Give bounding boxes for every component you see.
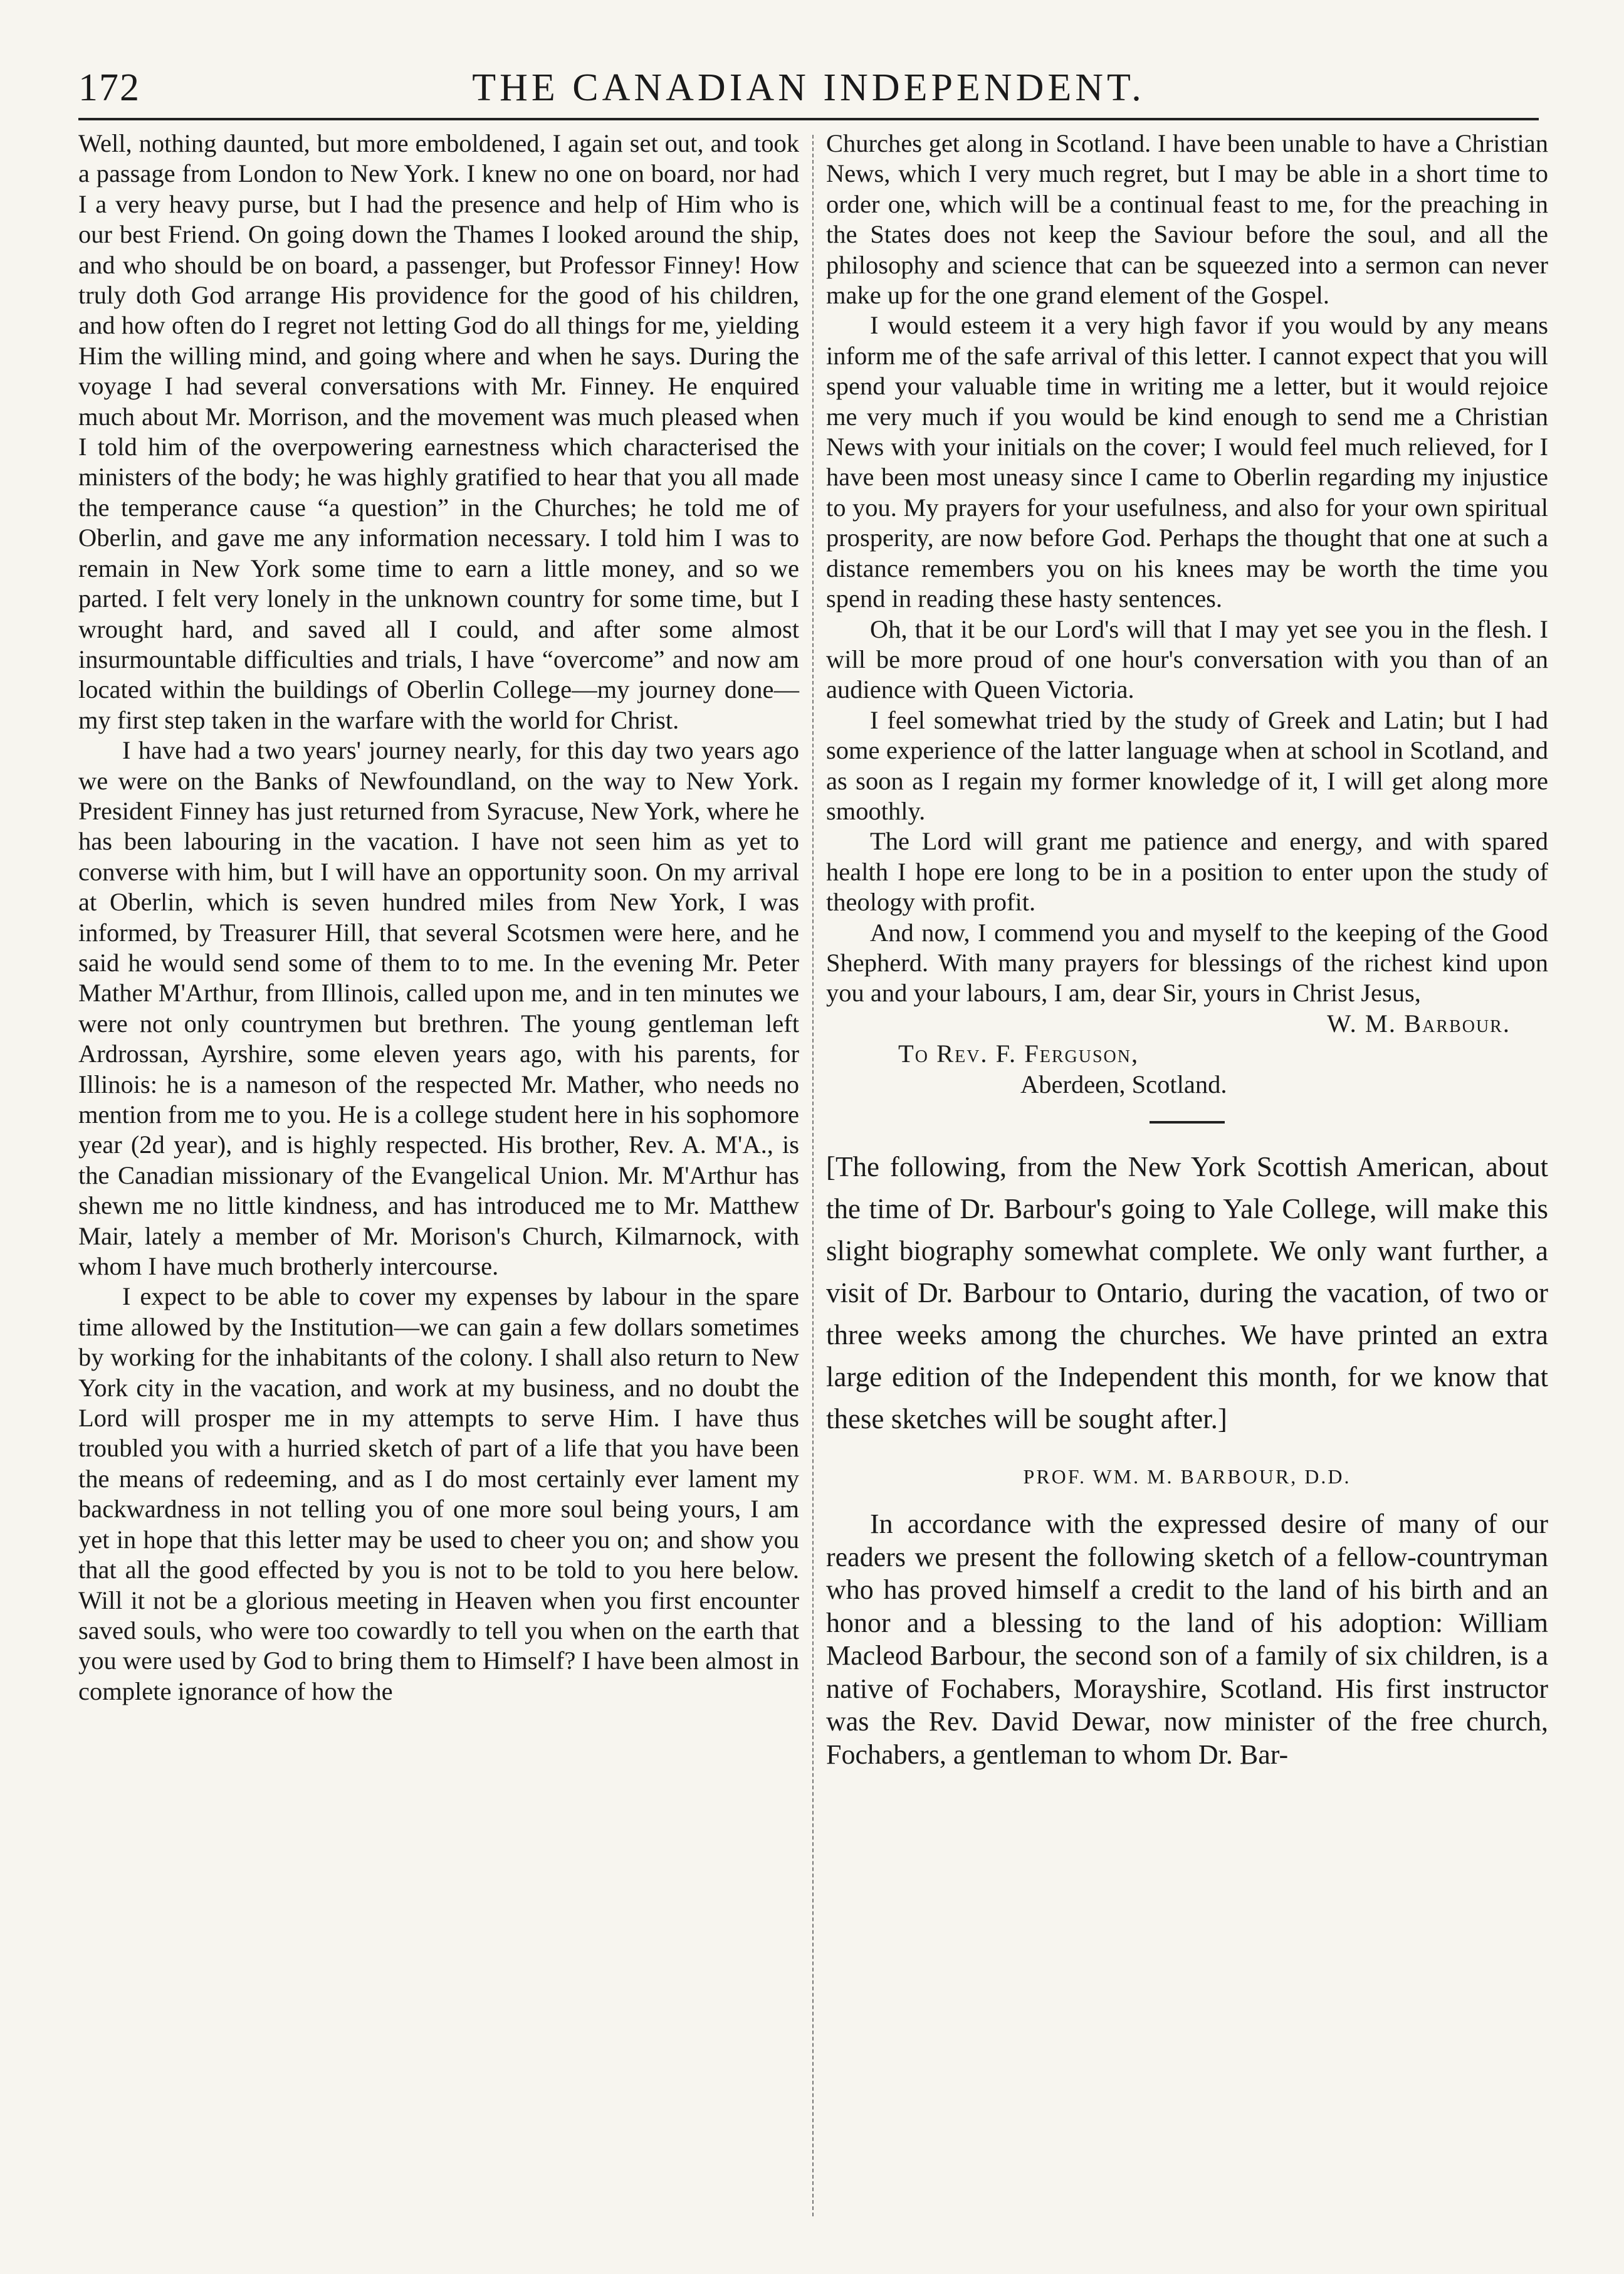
page-number: 172 [78,66,140,109]
left-paragraph-2: I have had a two years' journey nearly, for this day two years ago we were on the Banks of Newfoundland, on the way to New York. President Finney has just returned from Syracuse, New York, where he has been labouring in the vacation. I have not seen him as yet to converse with him, but I will have an opportunity soon. On my arrival at Oberlin, which is seven hundred miles from New York, I was informed, by Treasurer Hill, that several Scotsmen were here, and he said he would send some of them to to me. In the evening Mr. Peter Mather M'Arthur, from Illinois, called upon me, and in ten minutes we were not only countrymen but brethren. The young gentleman left Ardrossan, Ayrshire, some eleven years ago, with his parents, for Illinois: he is a nameson of the respected Mr. Mather, who needs no mention from me to you. He is a college student here in his sophomore year (2d year), and is highly respected. His brother, Rev. A. M'A., is the Canadian missionary of the Evangelical Union. Mr. M'Arthur has shewn me no little kindness, and has introduced me to Mr. Matthew Mair, lately a member of Mr. Morison's Church, Kilmarnock, with whom I have much brotherly intercourse. [78,736,799,1281]
left-paragraph-1: Well, nothing daunted, but more emboldened, I again set out, and took a passage from London to New York. I knew no one on board, nor had I a very heavy purse, but I had the presence and help of Him who is our best Friend. On going down the Thames I looked around the ship, and who should be on board, a passenger, but Professor Finney! How truly doth God arrange His providence for the good of his children, and how often do I regret not letting God do all things for me, yielding Him the willing mind, and going where and when he says. During the voyage I had several conversations with Mr. Finney. He enquired much about Mr. Morrison, and the movement was much pleased when I told him of the overpowering earnestness which characterised the ministers of the body; he was highly gratified to hear that you all made the temperance cause “a question” in the Churches; he told me of Oberlin, and gave me any information necessary. I told him I was to remain in New York some time to earn a little money, and so we parted. I felt very lonely in the unknown country for some time, but I wrought hard, and saved all I could, and after some almost insurmountable difficulties and trials, I have “overcome” and now am located within the buildings of Oberlin College—my journey done—my first step taken in the warfare with the world for Christ. [78,129,799,734]
letter-signature: W. M. Barbour. [1327,1009,1511,1038]
running-title: THE CANADIAN INDEPENDENT. [472,66,1145,109]
letter-addressee: To Rev. F. Ferguson, [898,1040,1139,1068]
header-rule [78,118,1539,120]
article-title: PROF. WM. M. BARBOUR, D.D. [1023,1465,1351,1488]
article-paragraph-1: In accordance with the expressed desire of many of our readers we present the following sketch of a fellow-countryman who has proved himself a credit to the land of his birth and an honor and a blessing to the land of his adoption: William Macleod Barbour, the second son of a family of six children, is a native of Fochabers, Morayshire, Scotland. His first instructor was the Rev. David Dewar, now minister of the free church, Fochabers, a gentleman to whom Dr. Bar- [826,1508,1548,1770]
editor-note: [The following, from the New York Scottish American, about the time of Dr. Barbour's going to Yale College, will make this slight biography somewhat complete. We only want further, a visit of Dr. Barbour to Ontario, during the vacation, of two or three weeks among the churches. We have printed an extra large edition of the Independent this month, for we know that these sketches will be sought after.] [826,1151,1548,1434]
article-body [826,1508,1548,1771]
right-column [826,129,1548,1771]
page-header [78,60,1539,122]
left-paragraph-3: I expect to be able to cover my expenses by labour in the spare time allowed by the Institution—we can gain a few dollars sometimes by working for the inhabitants of the colony. I shall also return to New York city in the vacation, and work at my business, and no doubt the Lord will prosper me in my attempts to serve Him. I have thus troubled you with a hurried sketch of part of a life that you have been the means of redeeming, and as I do most certainly ever lament my backwardness in not telling you of one more soul being yours, I am yet in hope that this letter may be used to cheer you on; and show you that all the good effected by you is not to be told to you here below. Will it not be a glorious meeting in Heaven when you first encounter saved souls, who were too cowardly to tell you when on the earth that you were used by God to bring them to Himself? I have been almost in complete ignorance of how the [78,1282,799,1705]
right-paragraph-3: Oh, that it be our Lord's will that I may yet see you in the flesh. I will be more proud of one hour's conversation with you than of an audience with Queen Victoria. [826,614,1548,704]
right-paragraph-2: I would esteem it a very high favor if you would by any means inform me of the safe arrival of this letter. I cannot expect that you will spend your valuable time in writing me a letter, but it would rejoice me very much if you would be kind enough to send me a Christian News with your initials on the cover; I would feel much relieved, for I have been most uneasy since I came to Oberlin regarding my injustice to you. My prayers for your usefulness, and also for your own spiritual prosperity, are now before God. Perhaps the thought that one at such a distance remembers you on his knees may be worth the time you spend in reading these hasty sentences. [826,311,1548,613]
section-separator [1150,1121,1225,1124]
left-column [78,129,799,1707]
right-paragraph-6: And now, I commend you and myself to the keeping of the Good Shepherd. With many prayers for blessings of the richest kind upon you and your labours, I am, dear Sir, yours in Christ Jesus, [826,918,1548,1008]
column-divider [812,135,814,2216]
letter-address: Aberdeen, Scotland. [1020,1070,1227,1098]
right-paragraph-4: I feel somewhat tried by the study of Greek and Latin; but I had some experience of the latter language when at school in Scotland, and as soon as I regain my former knowledge of it, I will get along more smoothly. [826,705,1548,825]
right-paragraph-1: Churches get along in Scotland. I have been unable to have a Christian News, which I very much regret, but I may be able in a short time to order one, which will be a continual feast to me, for the preaching in the States does not keep the Saviour before the soul, and all the philosophy and science that can be squeezed into a sermon can never make up for the one grand element of the Gospel. [826,129,1548,310]
right-paragraph-5: The Lord will grant me patience and energy, and with spared health I hope ere long to be in a position to enter upon the study of theology with profit. [826,827,1548,917]
